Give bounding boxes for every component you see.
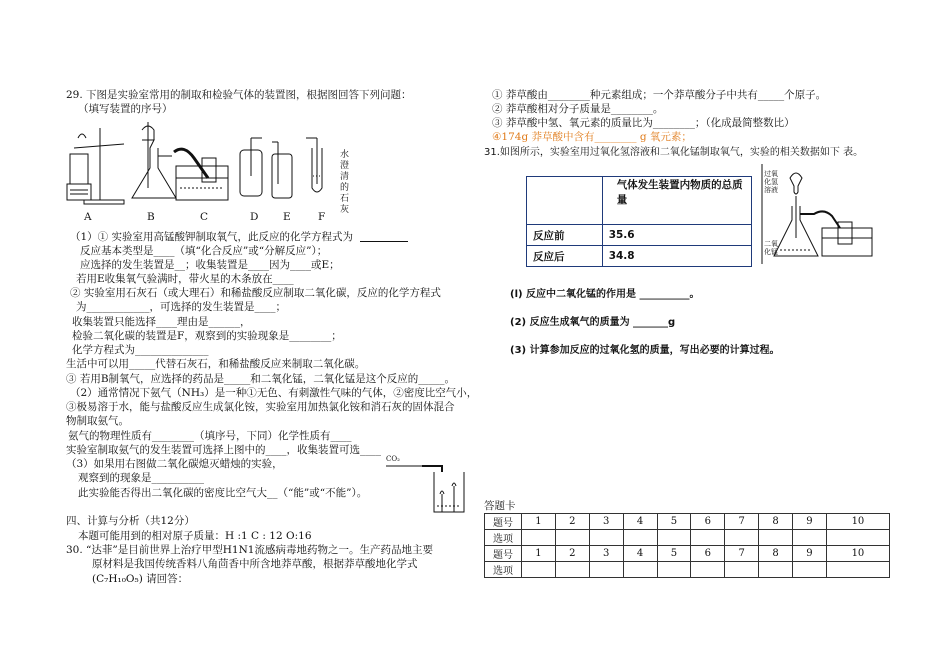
table-row-value: 34.8 (602, 246, 751, 267)
cell-number: 10 (826, 514, 889, 530)
cell-number: 6 (691, 546, 725, 562)
apparatus-label-f: F (318, 211, 326, 223)
q29-line-7: 收集装置只能选择____理由是______， (72, 316, 251, 328)
cell-number: 8 (759, 546, 793, 562)
answer-cell[interactable] (826, 530, 889, 546)
cell-number: 2 (555, 546, 589, 562)
cell-number: 9 (793, 546, 827, 562)
cell-number: 5 (657, 546, 691, 562)
table-row (527, 246, 752, 267)
table-row-label: 反应后 (527, 246, 603, 267)
cell-number: 7 (725, 514, 759, 530)
co2-label: CO₂ (386, 455, 400, 463)
table-corner-cell (527, 177, 603, 225)
cell-number: 8 (759, 514, 793, 530)
q29-line-5: ② 实验室用石灰石（或大理石）和稀盐酸反应制取二氧化碳，反应的化学方程式 (70, 287, 441, 299)
blank-equation-1 (360, 231, 408, 242)
q29-line-18: 观察到的现象是__________ (78, 472, 204, 484)
answer-cell[interactable] (691, 562, 725, 578)
apparatus-label-c: C (200, 211, 209, 223)
cell-number: 4 (623, 514, 657, 530)
limewater-label: 水澄清的石灰 (340, 150, 350, 215)
table-row-label: 反应前 (527, 225, 603, 246)
answer-cell[interactable] (623, 530, 657, 546)
answer-cell[interactable] (589, 562, 623, 578)
row-label: 题号 (485, 546, 522, 562)
fig-label-top: 过氧化氢溶液 (764, 170, 778, 194)
apparatus-figure (62, 118, 372, 230)
answer-cell[interactable] (555, 562, 589, 578)
answer-cell[interactable] (623, 562, 657, 578)
answer-cell[interactable] (522, 530, 556, 546)
candle-figure (382, 460, 472, 520)
answer-cell[interactable] (589, 530, 623, 546)
answer-cell[interactable] (759, 530, 793, 546)
section4-title: 四、计算与分析（共12分） (66, 515, 195, 527)
answer-cell[interactable] (826, 562, 889, 578)
apparatus-b-drawing (132, 122, 176, 198)
row-label: 选项 (485, 530, 522, 546)
apparatus-e-drawing (272, 142, 292, 198)
q29-line-2: 反应基本类型是____（填“化合反应”或“分解反应”）； (80, 245, 328, 257)
q29-line-16: 实验室制取氨气的发生装置可选择上图中的____，收集装置可选____ (66, 444, 381, 456)
apparatus-a-drawing (67, 128, 124, 204)
q30-item-2: ② 莽草酸相对分子质量是________。 (492, 103, 664, 115)
answer-cell[interactable] (759, 562, 793, 578)
cell-number: 5 (657, 514, 691, 530)
answer-cell[interactable] (725, 530, 759, 546)
answer-cell[interactable] (793, 530, 827, 546)
q29-line-1: （1）① 实验室用高锰酸钾制取氧气，此反应的化学方程式为 (70, 231, 354, 243)
cell-number: 9 (793, 514, 827, 530)
q29-line-19: 此实验能否得出二氧化碳的密度比空气大__（“能”或“不能”）。 (78, 487, 368, 499)
fig-label-bottom: 二氧化锰 (764, 240, 778, 256)
cell-number: 3 (589, 514, 623, 530)
q29-line-4: 若用E收集氧气验满时，带火星的木条放在____ (76, 273, 294, 285)
answer-cell[interactable] (691, 530, 725, 546)
q29-line-15: 氨气的物理性质有________（填序号，下同）化学性质有____ (68, 430, 352, 442)
q30-line-2: 原材料是我国传统香料八角茴香中所含地莽草酸，根据莽草酸地化学式 (92, 558, 418, 570)
q31-data-table (526, 176, 752, 267)
q29-line-8: 检验二氧化碳的装置是F，观察到的实验现象是________； (72, 330, 342, 342)
q29-note: （填写装置的序号） (78, 103, 173, 115)
cell-number: 1 (522, 514, 556, 530)
q30-item-1: ① 莽草酸由________种元素组成；一个莽草酸分子中共有_____个原子。 (492, 89, 827, 101)
q29-line-13: ③极易溶于水，能与盐酸反应生成氯化铵，实验室用加热氯化铵和消石灰的固体混合 (66, 401, 455, 413)
q30-line-1: 30. “达菲”是目前世界上治疗甲型H1N1流感病毒地药物之一。生产药品地主要 (66, 544, 433, 556)
apparatus-f-drawing (306, 138, 322, 192)
answer-row-option-1 (485, 530, 890, 546)
cell-number: 7 (725, 546, 759, 562)
answer-cell[interactable] (522, 562, 556, 578)
q29-line-6: 为____________，可选择的发生装置是____； (76, 301, 286, 313)
table-row-value: 35.6 (602, 225, 751, 246)
cell-number: 10 (826, 546, 889, 562)
table-header: 气体发生装置内物质的总质量 (602, 177, 751, 225)
q31-sub-1: (l) 反应中二氧化锰的作用是 __________。 (510, 289, 700, 300)
q29-line-12: （2）通常情况下氨气（NH₃）是一种①无色、有刺激性气味的气体，②密度比空气小， (70, 387, 478, 399)
apparatus-c-drawing (174, 149, 228, 200)
answer-row-number-2 (485, 546, 890, 562)
row-label: 题号 (485, 514, 522, 530)
apparatus-label-a: A (84, 211, 92, 223)
q30-item-4: ④174g 莽草酸中含有________ g 氧元素； (492, 131, 692, 143)
q31-sub-2: (2) 反应生成氧气的质量为 _______g (510, 317, 676, 328)
answer-cell[interactable] (555, 530, 589, 546)
apparatus-label-d: D (250, 211, 259, 223)
q29-line-9: 化学方程式为______________ (72, 344, 209, 356)
answer-card-table (484, 513, 890, 578)
q29-line-14: 物制取氨气。 (66, 415, 129, 427)
q29-line-17: （3）如果用右图做二氧化碳熄灭蜡烛的实验， (66, 458, 283, 470)
answer-cell[interactable] (725, 562, 759, 578)
answer-cell[interactable] (793, 562, 827, 578)
q29-line-10: 生活中可以用_____代替石灰石，和稀盐酸反应来制取二氧化碳。 (66, 358, 366, 370)
apparatus-d-drawing (240, 138, 262, 196)
q31-title: 31.如图所示，实验室用过氧化氢溶液和二氧化锰制取氧气，实验的相关数据如下 表。 (484, 147, 864, 158)
atomic-masses: 本题可能用到的相对原子质量：H :1 C : 12 O:16 (78, 530, 312, 542)
answer-cell[interactable] (657, 530, 691, 546)
cell-number: 1 (522, 546, 556, 562)
q29-line-3: 应选择的发生装置是__；收集装置是____因为____或E； (80, 259, 340, 271)
answer-card-title: 答题卡 (484, 500, 516, 512)
cell-number: 2 (555, 514, 589, 530)
q29-line-11: ③ 若用B制氧气，应选择的药品是_____和二氧化锰，二氧化锰是这个反应的_____。 (66, 373, 456, 385)
q30-item-3: ③ 莽草酸中氢、氧元素的质量比为________；（化成最简整数比） (492, 117, 795, 129)
q30-line-3: (C₇H₁₀O₅) 请回答： (92, 573, 189, 585)
answer-cell[interactable] (657, 562, 691, 578)
apparatus-label-b: B (147, 211, 155, 223)
cell-number: 6 (691, 514, 725, 530)
cell-number: 4 (623, 546, 657, 562)
q29-title: 29. 下图是实验室常用的制取和检验气体的装置图，根据图回答下列问题： (66, 89, 412, 101)
answer-row-option-2 (485, 562, 890, 578)
apparatus-label-e: E (283, 211, 291, 223)
q31-sub-3: (3) 计算参加反应的过氧化氢的质量，写出必要的计算过程。 (510, 345, 780, 356)
answer-row-number-1 (485, 514, 890, 530)
row-label: 选项 (485, 562, 522, 578)
table-row (527, 225, 752, 246)
cell-number: 3 (589, 546, 623, 562)
